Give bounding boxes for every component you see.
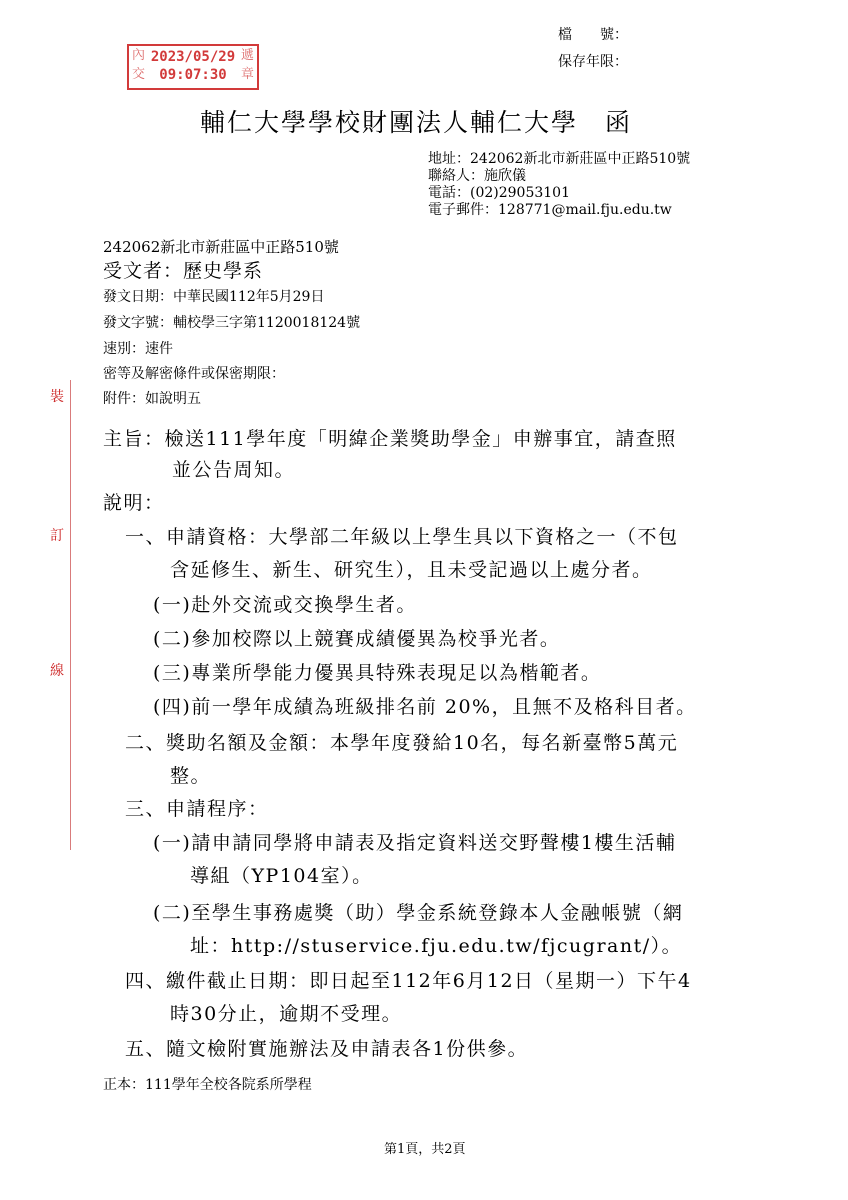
item-1-sub-1: (一)赴外交流或交換學生者。 [153,594,417,616]
binding-line [70,380,71,850]
explanation-label: 說明： [103,492,165,514]
document-number: 發文字號：輔校學三字第1120018124號 [103,315,361,331]
page-number: 第1頁，共2頁 [384,1142,466,1157]
item-1-sub-2: (二)參加校際以上競賽成績優異為校爭光者。 [153,628,561,650]
secrecy-level: 密等及解密條件或保密期限： [103,366,285,382]
item-2-line-2: 整。 [170,765,212,787]
recipient-address: 242062新北市新莊區中正路510號 [103,238,339,256]
binding-char-3: 線 [50,660,64,680]
retention-period-label: 保存年限： [558,54,628,70]
item-1-line-1: 一、申請資格：大學部二年級以上學生具以下資格之一（不包 [125,526,679,548]
copy-to: 正本：111學年全校各院系所學程 [103,1077,312,1093]
issue-date: 發文日期：中華民國112年5月29日 [103,289,325,305]
item-1-sub-3: (三)專業所學能力優異具特殊表現足以為楷範者。 [153,662,602,684]
item-1-line-2: 含延修生、新生、研究生），且未受記過以上處分者。 [170,559,653,581]
sender-address: 地址：242062新北市新莊區中正路510號 [428,151,691,167]
item-1-sub-4: (四)前一學年成績為班級排名前 20%，且無不及格科目者。 [153,696,697,718]
attachment: 附件：如說明五 [103,391,201,407]
file-number-label: 檔 號： [558,27,628,43]
item-4-line-2: 時30分止，逾期不受理。 [170,1003,403,1025]
document-title: 輔仁大學學校財團法人輔仁大學 函 [200,108,633,137]
item-3-sub-1-line-1: (一)請申請同學將申請表及指定資料送交野聲樓1樓生活輔 [153,832,677,854]
stamp-corner-tr: 遞 [240,48,254,63]
sender-info [428,151,690,219]
stamp-time: 09:07:30 [159,67,227,83]
stamp-corner-br: 章 [240,67,254,82]
stamp-corner-tl: 內 [132,48,146,63]
sender-email: 電子郵件：128771@mail.fju.edu.tw [428,202,672,218]
sender-phone: 電話：(02)29053101 [428,185,570,201]
item-4-line-1: 四、繳件截止日期：即日起至112年6月12日（星期一）下午4 [125,970,692,992]
item-3-sub-2-line-1: (二)至學生事務處獎（助）學金系統登錄本人金融帳號（網 [153,902,684,924]
subject-line-2: 並公告周知。 [172,459,296,481]
stamp-date: 2023/05/29 [150,49,236,65]
delivery-speed: 速別：速件 [103,341,173,357]
binding-char-1: 裝 [50,386,64,406]
item-2-line-1: 二、獎助名額及金額：本學年度發給10名，每名新臺幣5萬元 [125,732,679,754]
subject-line-1: 主旨：檢送111學年度「明緯企業獎助學金」申辦事宜，請查照 [103,428,677,450]
item-3-sub-1-line-2: 導組（YP104室）。 [190,865,373,887]
stamp-corner-bl: 交 [132,67,146,82]
sender-contact: 聯絡人：施欣儀 [428,168,526,184]
binding-char-2: 訂 [50,525,64,545]
item-3-sub-2-line-2: 址：http://stuservice.fju.edu.tw/fjcugrant/）。 [190,935,683,957]
recipient: 受文者：歷史學系 [103,260,264,282]
receipt-stamp [127,44,259,90]
item-5-line-1: 五、隨文檢附實施辦法及申請表各1份供參。 [125,1038,529,1060]
item-3-line-1: 三、申請程序： [125,798,269,820]
